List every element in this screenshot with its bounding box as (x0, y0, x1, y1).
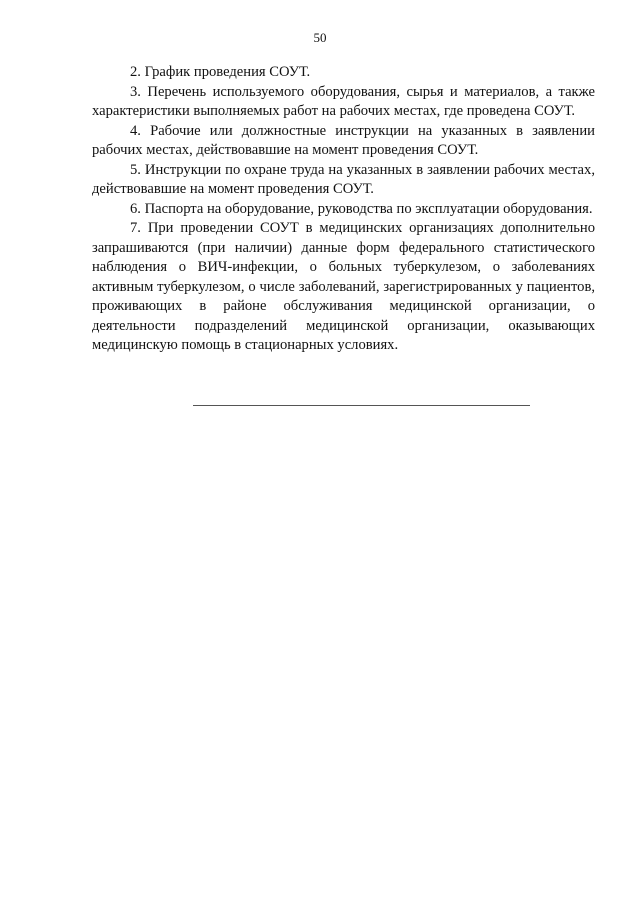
paragraph-item-3: 3. Перечень используемого оборудования, сырья и материалов, а также характеристики выполняемых работ на рабочих местах, где проведена СОУТ. (92, 83, 595, 119)
paragraph-item-5: 5. Инструкции по охране труда на указанных в заявлении рабочих местах, действовавшие на момент проведения СОУТ. (92, 161, 595, 197)
paragraph-item-4: 4. Рабочие или должностные инструкции на указанных в заявлении рабочих местах, действовавшие на момент проведения СОУТ. (92, 122, 595, 158)
page-number: 50 (313, 30, 327, 45)
paragraph-item-2: 2. График проведения СОУТ. (130, 64, 311, 80)
paragraph-item-6: 6. Паспорта на оборудование, руководства по эксплуатации оборудования. (130, 200, 593, 217)
paragraph-item-7: 7. При проведении СОУТ в медицинских организациях дополнительно запрашиваются (при наличии) данные форм федерального статистического наблюдения о ВИЧ-инфекции, о больных туберкулезом, о заболеваниях активным туберкулезом, о числе заболеваний, зарегистрированных у пациентов, проживающих в районе обслуживания медицинской организации, о деятельности подразделений медицинской организации, оказывающих медицинскую помощь в стационарных условиях. (92, 220, 595, 353)
end-separator-line (193, 405, 530, 406)
document-body (92, 63, 595, 356)
